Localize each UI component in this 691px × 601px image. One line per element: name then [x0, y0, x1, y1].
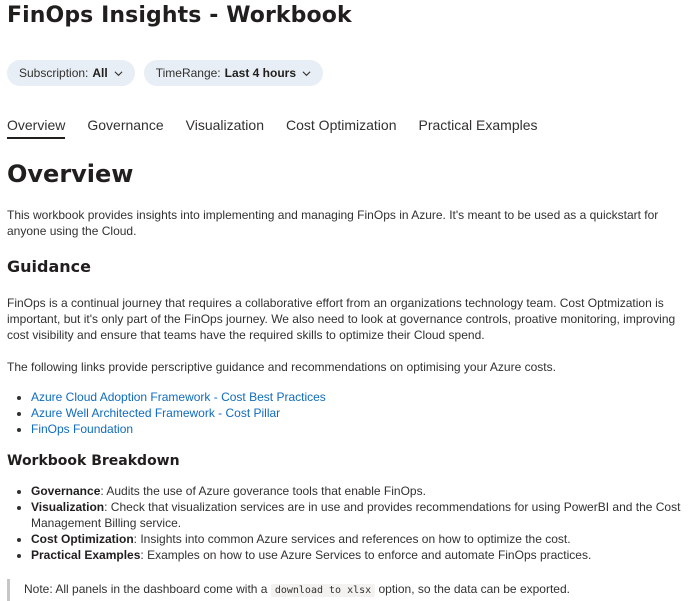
- overview-heading: Overview: [7, 160, 134, 188]
- list-item: [31, 531, 689, 547]
- list-item: [31, 405, 689, 421]
- breakdown-desc: : Audits the use of Azure goverance tools that enable FinOps.: [100, 484, 426, 498]
- timerange-dropdown[interactable]: [144, 60, 323, 86]
- list-item: [31, 483, 689, 499]
- note-text-before: Note: All panels in the dashboard come with a: [24, 582, 268, 596]
- breakdown-term: Governance: [31, 484, 101, 498]
- export-note: [7, 579, 570, 601]
- tab-bar: [7, 117, 560, 139]
- timerange-label: TimeRange:: [155, 66, 221, 80]
- subscription-value: All: [92, 66, 108, 80]
- overview-intro: This workbook provides insights into implementing and managing FinOps in Azure. It's meant to be used as a quickstart for anyone using the Cloud.: [7, 208, 659, 238]
- breakdown-desc: : Examples on how to use Azure Services to enforce and automate FinOps practices.: [140, 548, 592, 562]
- chevron-down-icon: [114, 69, 123, 78]
- tab-overview[interactable]: Overview: [7, 117, 65, 139]
- parameter-bar: [7, 60, 323, 86]
- page-title: FinOps Insights - Workbook: [7, 3, 352, 28]
- list-item: [31, 421, 689, 437]
- finops-foundation-link[interactable]: FinOps Foundation: [31, 422, 134, 436]
- breakdown-heading: Workbook Breakdown: [7, 453, 180, 469]
- breakdown-term: Cost Optimization: [31, 532, 134, 546]
- tab-governance[interactable]: Governance: [87, 117, 164, 133]
- note-text-after: option, so the data can be exported.: [378, 582, 570, 596]
- guidance-heading: Guidance: [7, 257, 91, 276]
- guidance-links-intro: The following links provide perscriptive guidance and recommendations on optimising your Azure costs.: [7, 360, 556, 374]
- overview-panel: [7, 158, 689, 563]
- list-item: [31, 389, 689, 405]
- breakdown-term: Practical Examples: [31, 548, 141, 562]
- tab-cost-optimization[interactable]: Cost Optimization: [286, 117, 397, 133]
- caf-cost-link[interactable]: Azure Cloud Adoption Framework - Cost Best Practices: [31, 390, 326, 404]
- guidance-paragraph: FinOps is a continual journey that requires a collaborative effort from an organizations technology team. Cost Optmization is important, but it's only part of the FinOps journey. We also need to look at governance controls, proative monitoring, improving cost visibility and ensure that teams have the required skills to optimize their Cloud spend.: [7, 296, 676, 342]
- tab-visualization[interactable]: Visualization: [185, 117, 264, 133]
- breakdown-list: [7, 483, 689, 563]
- breakdown-desc: : Insights into common Azure services and references on how to optimize the cost.: [133, 532, 571, 546]
- tab-practical-examples[interactable]: Practical Examples: [418, 117, 538, 133]
- subscription-label: Subscription:: [19, 66, 89, 80]
- list-item: [31, 499, 689, 531]
- waf-cost-link[interactable]: Azure Well Architected Framework - Cost Pillar: [31, 406, 281, 420]
- breakdown-term: Visualization: [31, 500, 105, 514]
- note-code: download to xlsx: [271, 584, 375, 597]
- timerange-value: Last 4 hours: [224, 66, 296, 80]
- subscription-dropdown[interactable]: [7, 60, 135, 86]
- chevron-down-icon: [302, 69, 311, 78]
- breakdown-desc: : Check that visualization services are in use and provides recommendations for using PowerBI and the Cost Management Billing service.: [31, 500, 681, 530]
- list-item: [31, 547, 689, 563]
- guidance-link-list: [7, 389, 689, 437]
